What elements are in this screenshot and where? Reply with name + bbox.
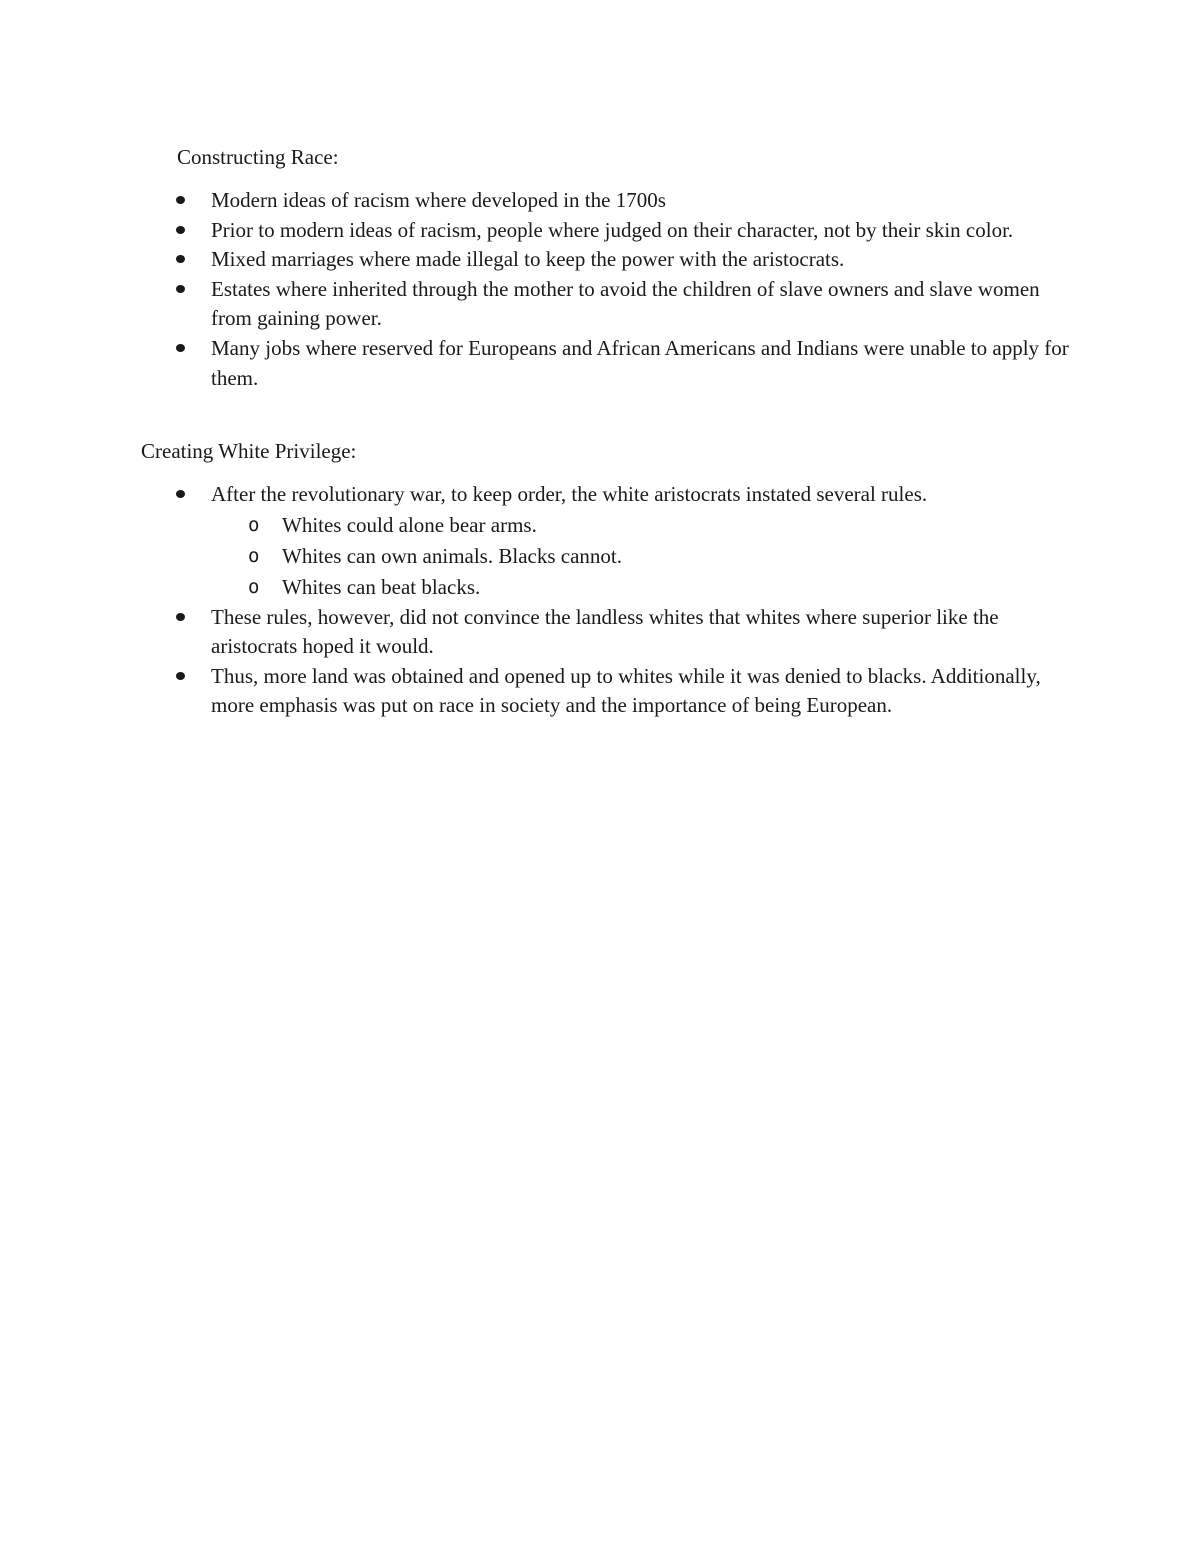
list-item-text: Many jobs where reserved for Europeans and African Americans and Indians were unable to apply for them. <box>211 335 1069 390</box>
sub-list <box>211 510 1071 603</box>
sub-bullet-icon: o <box>248 575 260 598</box>
list-item-text: Thus, more land was obtained and opened up to whites while it was denied to blacks. Additionally, more emphasis was put on race in society and the importance of being European. <box>211 663 1041 718</box>
list-item <box>0 245 1071 275</box>
bullet-icon <box>176 490 185 498</box>
list-item-text: Prior to modern ideas of racism, people where judged on their character, not by their skin color. <box>211 217 1014 242</box>
bullet-icon <box>176 344 185 352</box>
sub-list-item-text: Whites can beat blacks. <box>282 574 481 599</box>
list-item-text: Mixed marriages where made illegal to keep the power with the aristocrats. <box>211 247 845 272</box>
bullet-icon <box>176 196 185 204</box>
sub-bullet-icon: o <box>248 513 260 536</box>
bullet-icon <box>176 255 185 263</box>
sub-list-item <box>211 541 1071 572</box>
list-item-text: Estates where inherited through the mother to avoid the children of slave owners and slave women from gaining power. <box>211 276 1040 331</box>
bullet-list-creating-white-privilege <box>0 480 1200 721</box>
list-item-text: After the revolutionary war, to keep order, the white aristocrats instated several rules. <box>211 482 928 506</box>
bullet-list-constructing-race <box>0 186 1200 393</box>
sub-list-item <box>211 510 1071 541</box>
list-item <box>0 275 1071 334</box>
bullet-icon <box>176 285 185 293</box>
list-item <box>0 603 1071 662</box>
list-item-text: Modern ideas of racism where developed in the 1700s <box>211 188 666 212</box>
list-item-text: These rules, however, did not convince the landless whites that whites where superior like the aristocrats hoped it would. <box>211 604 999 659</box>
list-item <box>0 186 1071 216</box>
list-item <box>0 216 1071 246</box>
bullet-icon <box>176 672 185 680</box>
sub-list-item-text: Whites could alone bear arms. <box>282 512 537 537</box>
list-item <box>0 480 1071 603</box>
sub-bullet-icon: o <box>248 544 260 567</box>
section-heading-creating-white-privilege: Creating White Privilege: <box>141 439 357 463</box>
bullet-icon <box>176 226 185 234</box>
list-item <box>0 662 1071 721</box>
list-item <box>0 334 1071 393</box>
sub-list-item <box>211 572 1071 603</box>
section-heading-constructing-race: Constructing Race: <box>177 145 339 169</box>
sub-list-item-text: Whites can own animals. Blacks cannot. <box>282 543 622 568</box>
bullet-icon <box>176 613 185 621</box>
